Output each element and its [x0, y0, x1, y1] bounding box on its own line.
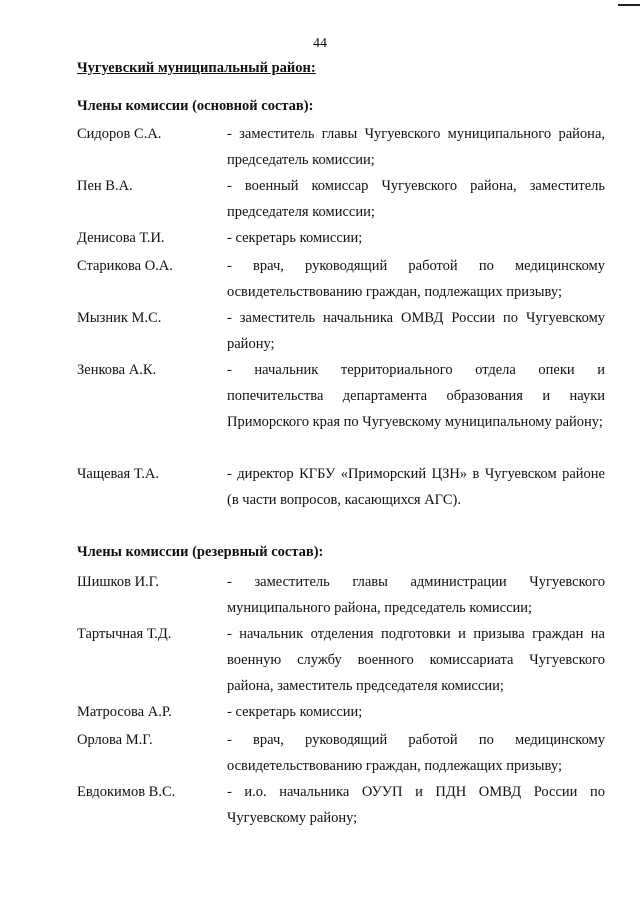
member-name: Шишков И.Г. [77, 574, 160, 590]
member-role: - заместитель главы Чугуевского муниципального района, председатель комиссии; [227, 126, 605, 168]
scan-edge-mark [618, 4, 640, 6]
member-name: Старикова О.А. [77, 258, 173, 274]
member-row [77, 308, 605, 357]
member-role: - заместитель главы администрации Чугуевского муниципального района, председатель комиссии; [227, 574, 605, 616]
member-role: - секретарь комиссии; [227, 704, 363, 720]
member-row [77, 124, 605, 173]
member-role: - директор КГБУ «Приморский ЦЗН» в Чугуевском районе (в части вопросов, касающихся АГС). [227, 466, 605, 508]
member-row [77, 228, 605, 251]
member-role: - военный комиссар Чугуевского района, заместитель председателя комиссии; [227, 178, 605, 220]
member-row [77, 782, 605, 831]
member-name: Сидоров С.А. [77, 126, 162, 142]
member-role: - врач, руководящий работой по медицинскому освидетельствованию граждан, подлежащих призыву; [227, 732, 605, 774]
member-name: Орлова М.Г. [77, 732, 153, 748]
section-heading-main: Члены комиссии (основной состав): [77, 98, 314, 114]
member-name: Денисова Т.И. [77, 230, 165, 246]
member-role: - начальник территориального отдела опеки и попечительства департамента образования и науки Приморского края по Чугуевскому муниципальному району; [227, 362, 605, 430]
member-role: - и.о. начальника ОУУП и ПДН ОМВД России по Чугуевскому району; [227, 784, 605, 826]
member-row [77, 572, 605, 621]
member-name: Евдокимов В.С. [77, 784, 176, 800]
section-heading-reserve: Члены комиссии (резервный состав): [77, 544, 324, 560]
member-row [77, 624, 605, 699]
district-title: Чугуевский муниципальный район: [77, 60, 316, 76]
member-row [77, 730, 605, 779]
member-row [77, 702, 605, 725]
member-role: - секретарь комиссии; [227, 230, 363, 246]
member-row [77, 360, 605, 435]
member-role: - заместитель начальника ОМВД России по Чугуевскому району; [227, 310, 605, 352]
member-role: - врач, руководящий работой по медицинскому освидетельствованию граждан, подлежащих призыву; [227, 258, 605, 300]
member-row [77, 464, 605, 513]
page-number: 44 [313, 36, 327, 51]
member-name: Тартычная Т.Д. [77, 626, 172, 642]
member-name: Мызник М.С. [77, 310, 162, 326]
member-name: Пен В.А. [77, 178, 133, 194]
member-name: Чащевая Т.А. [77, 466, 159, 482]
member-name: Зенкова А.К. [77, 362, 157, 378]
member-role: - начальник отделения подготовки и призыва граждан на военную службу военного комиссариата Чугуевского района, заместитель председателя комиссии; [227, 626, 605, 694]
member-row [77, 176, 605, 225]
member-name: Матросова А.Р. [77, 704, 172, 720]
member-row [77, 256, 605, 305]
